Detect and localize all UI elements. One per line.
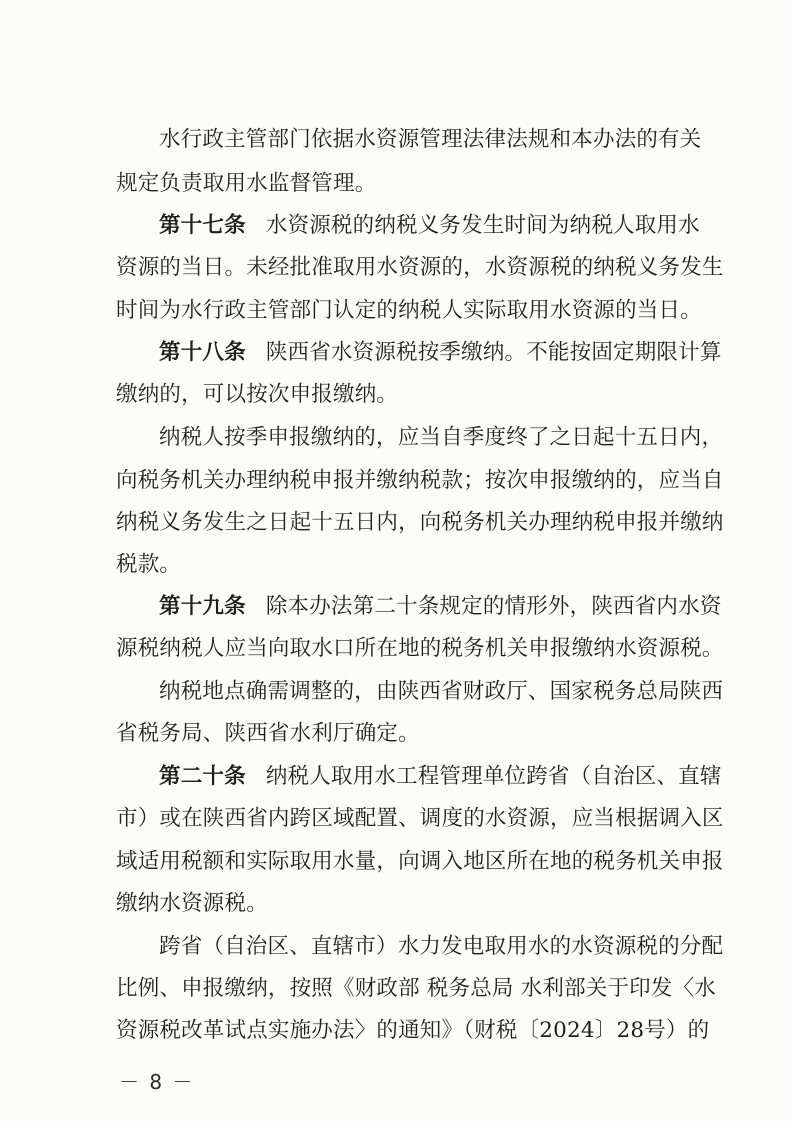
text-line: 陕西省水资源税按季缴纳。不能按固定期限计算 <box>265 340 722 365</box>
text-line: 纳税地点确需调整的，由陕西省财政厅、国家税务总局陕西 <box>159 679 724 704</box>
text-line: 纳税人按季申报缴纳的，应当自季度终了之日起十五日内， <box>159 425 724 450</box>
text-line: 缴纳水资源税。 <box>116 891 268 916</box>
article-first-line <box>159 339 722 367</box>
text-line: 跨省（自治区、直辖市）水力发电取用水的水资源税的分配 <box>159 934 724 959</box>
text-line: 规定负责取用水监督管理。 <box>116 171 377 196</box>
article-heading: 第二十条 <box>159 764 246 789</box>
text-line: 除本办法第二十条规定的情形外，陕西省内水资 <box>265 594 722 619</box>
text-line: 缴纳的，可以按次申报缴纳。 <box>116 382 399 407</box>
text-line: 时间为水行政主管部门认定的纳税人实际取用水资源的当日。 <box>116 298 702 323</box>
text-line: 水行政主管部门依据水资源管理法律法规和本办法的有关 <box>159 127 702 152</box>
text-line: 源税纳税人应当向取水口所在地的税务机关申报缴纳水资源税。 <box>116 636 724 661</box>
text-line: 水资源税的纳税义务发生时间为纳税人取用水 <box>265 213 700 238</box>
article-heading: 第十八条 <box>159 340 246 365</box>
text-line: 域适用税额和实际取用水量，向调入地区所在地的税务机关申报 <box>116 849 724 874</box>
text-line: 比例、申报缴纳，按照《财政部 税务总局 水利部关于印发〈水 <box>116 976 716 1001</box>
text-line: 资源的当日。未经批准取用水资源的，水资源税的纳税义务发生 <box>116 255 724 280</box>
text-line: 资源税改革试点实施办法〉的通知》（财税〔2024〕28号）的 <box>116 1018 710 1043</box>
text-line: 市）或在陕西省内跨区域配置、调度的水资源，应当根据调入区 <box>116 806 724 831</box>
text-line: 向税务机关办理纳税申报并缴纳税款；按次申报缴纳的，应当自 <box>116 468 724 493</box>
text-line: 税款。 <box>116 552 182 577</box>
article-first-line <box>159 212 700 240</box>
page-number: － 8 － <box>119 1070 195 1094</box>
article-heading: 第十七条 <box>159 213 246 238</box>
article-first-line <box>159 763 722 791</box>
article-heading: 第十九条 <box>159 594 246 619</box>
article-first-line <box>159 593 722 621</box>
text-line: 纳税人取用水工程管理单位跨省（自治区、直辖 <box>265 764 722 789</box>
text-line: 纳税义务发生之日起十五日内，向税务机关办理纳税申报并缴纳 <box>116 510 724 535</box>
text-line: 省税务局、陕西省水利厅确定。 <box>116 721 420 746</box>
